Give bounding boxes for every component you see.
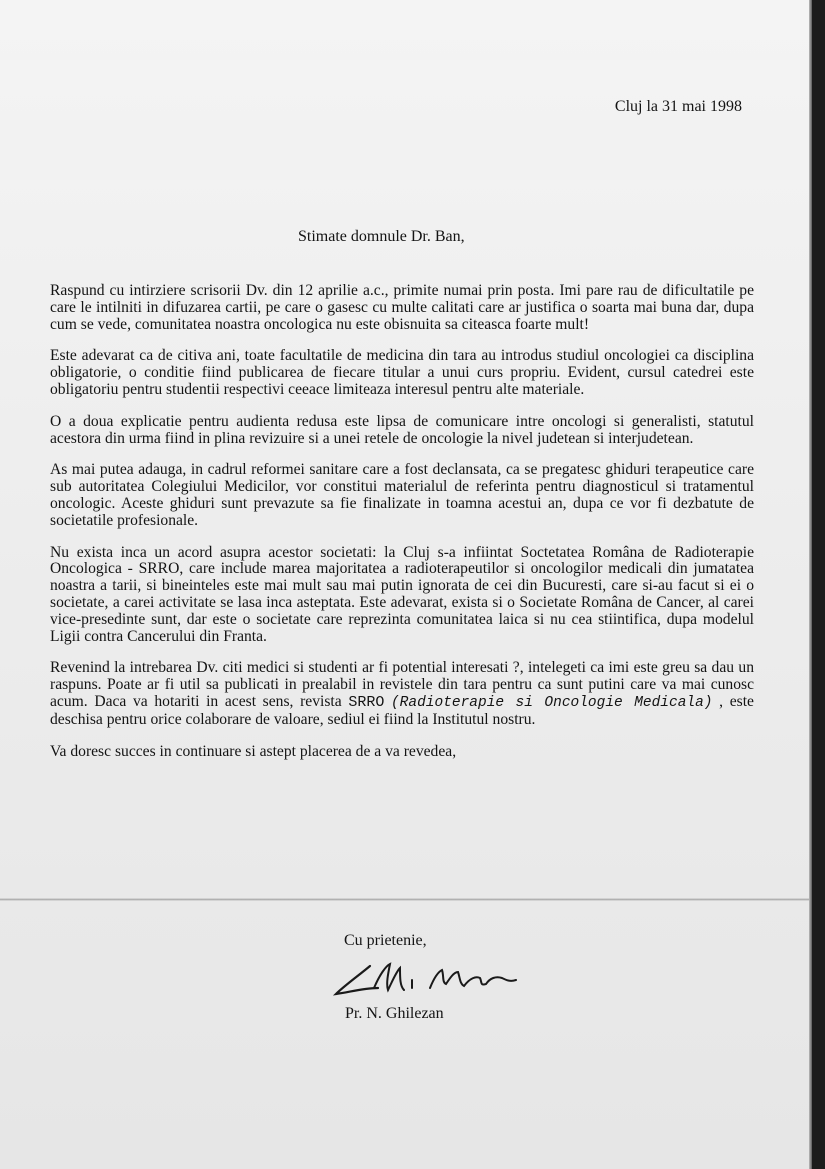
- letter-salutation: Stimate domnule Dr. Ban,: [298, 228, 465, 245]
- paragraph-journal-tail: , este deschisa pentru orice colaborare de valoare, sediul ei fiind la Institutul nostru.: [50, 692, 754, 728]
- paragraph-journal-lead: Revenind la intrebarea Dv. citi medici si studenti ar fi potential interesati ?, intelegeti ca imi este greu sa dau un raspuns. Poate ar fi util sa publicati in prealabil in revistele din tara pentru ca sunt putini care va mai cunosc acum. Daca va hotariti in acest sens, revista: [50, 659, 754, 710]
- journal-full-name: (Radioterapie si Oncologie Medicala): [390, 694, 713, 711]
- signer-name: Pr. N. Ghilezan: [345, 1005, 444, 1022]
- paragraph: Este adevarat ca de citiva ani, toate facultatile de medicina din tara au introdus studiul oncologiei ca disciplina obligatorie, o conditie fiind publicarea de fiecare titular a unui curs propriu. Evident, cursul catedrei este obligatoriu pentru studentii respectivi ceeace limiteaza interesul pentru alte materiale.: [50, 347, 754, 398]
- handwritten-signature: [330, 958, 540, 1008]
- journal-acronym: SRRO: [348, 693, 385, 711]
- letter-body: [50, 283, 754, 775]
- paragraph-journal: [50, 660, 754, 728]
- paragraph: Raspund cu intirziere scrisorii Dv. din 12 aprilie a.c., primite numai prin posta. Imi pare rau de dificultatile pe care le intilniti in difuzarea cartii, pe care o gasesc cu multe calitati care ar justifica o soarta mai buna dar, dupa cum se vede, comunitatea noastra oncologica nu este obisnuita sa citeasca foarte mult!: [50, 282, 754, 333]
- closing-line: Va doresc succes in continuare si astept placerea de a va revedea,: [50, 742, 457, 760]
- signature-block: [344, 932, 427, 950]
- paragraph: O a doua explicatie pentru audienta redusa este lipsa de comunicare intre oncologi si generalisti, statutul acestora din urma fiind in plina revizuire si a unei retele de oncologie la nivel judetean si interjudetean.: [50, 412, 754, 447]
- paper-fold-line: [0, 898, 812, 901]
- scan-edge: [812, 0, 825, 1169]
- valediction: Cu prietenie,: [344, 932, 427, 949]
- letter-date: Cluj la 31 mai 1998: [614, 98, 742, 115]
- paragraph: Nu exista inca un acord asupra acestor societati: la Cluj s-a infiintat Soctetatea Româna de Radioterapie Oncologica - SRRO, care include marea majoritatea a radioterapeutilor si oncologilor medicali din jumatatea noastra a tarii, si bineinteles este mai mult sau mai putin ignorata de cei din Bucuresti, care si-au facut si ei o societate, a carei activitate se lasa inca asteptata. Este adevarat, exista si o Societate Româna de Cancer, al carei vice-presedinte sunt, dar este o societate care reprezinta comunitatea laica si nu cea stiintifica, dupa modelul Ligii contra Cancerului din Franta.: [50, 543, 754, 645]
- paragraph: As mai putea adauga, in cadrul reformei sanitare care a fost declansata, ca se pregatesc ghiduri terapeutice care sub autoritatea Colegiului Medicilor, vor constitui materialul de referinta pentru diagnosticul si tratamentul oncologic. Aceste ghiduri sunt prevazute sa fie finalizate in toamna acestui an, dupa ce vor fi dezbatute de societatile profesionale.: [50, 461, 754, 529]
